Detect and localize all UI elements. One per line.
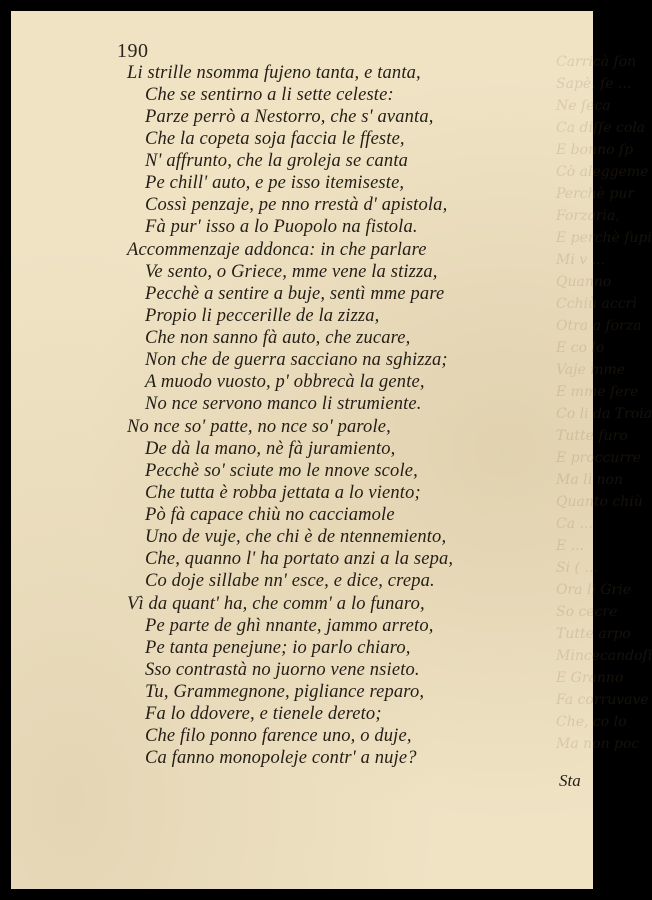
verse-line-6: Pe chill' auto, e pe isso itemiseste,: [145, 173, 405, 193]
verse-line-27: Pe tanta penejune; io parlo chiaro,: [145, 638, 411, 658]
verse-line-26: Pe parte de ghì nnante, jammo arreto,: [145, 616, 434, 636]
verse-line-15: A muodo vuosto, p' obbrecà la gente,: [145, 372, 425, 392]
verse-line-8: Fà pur' isso a lo Puopolo na fistola.: [145, 217, 418, 237]
verse-line-17: No nce so' patte, no nce so' parole,: [127, 417, 391, 437]
verse-line-20: Che tutta è robba jettata a lo viento;: [145, 483, 421, 503]
verse-line-5: N' affrunto, che la groleja se canta: [145, 151, 409, 171]
verse-line-9: Accommenzaje addonca: in che parlare: [127, 240, 427, 260]
verse-line-29: Tu, Grammegnone, pigliance reparo,: [145, 682, 425, 702]
poem-text: [11, 11, 593, 889]
verse-line-14: Non che de guerra sacciano na sghizza;: [145, 350, 448, 370]
verse-line-31: Che filo ponno farence uno, o duje,: [145, 726, 412, 746]
verse-line-30: Fa lo ddovere, e tienele dereto;: [145, 704, 382, 724]
verse-line-11: Pecchè a sentire a buje, sentì mme pare: [145, 284, 445, 304]
verse-line-22: Uno de vuje, che chi è de ntennemiento,: [145, 527, 447, 547]
verse-line-4: Che la copeta soja faccia le ffeste,: [145, 129, 405, 149]
verse-line-3: Parze perrò a Nestorro, che s' avanta,: [145, 107, 434, 127]
verse-line-16: No nce servono manco li strumiente.: [145, 394, 422, 414]
book-page: [11, 11, 652, 889]
verse-line-7: Cossì penzaje, pe nno rrestà d' apistola,: [145, 195, 448, 215]
verse-line-18: De dà la mano, nè fà juramiento,: [145, 439, 396, 459]
verse-line-32: Ca fanno monopoleje contr' a nuje?: [145, 748, 417, 768]
verse-line-28: Sso contrastà no juorno vene nsieto.: [145, 660, 420, 680]
verse-line-13: Che non sanno fà auto, che zucare,: [145, 328, 411, 348]
verse-line-23: Che, quanno l' ha portato anzi a la sepa,: [145, 549, 454, 569]
catchword: Sta: [559, 771, 581, 790]
verse-line-10: Ve sento, o Griece, mme vene la stizza,: [145, 262, 438, 282]
verse-line-21: Pò fà capace chiù no cacciamole: [145, 505, 395, 525]
show-through-text: Carricà ſon Sapè, ſe ... Ne ſeca Ca diſſe cola E bonno ſp Cò aleggeme Perchè pur Forzaria, E perchè ſupi Mi v ... Quanno Cchiù accrì Otra a forza E co lo Vaje mme E mme ſere Co li da Troia Tutte furo E proccurre Ma lì non Quanto chiù Ca ... E ... Si ( ... Ora li Grie So cecre Tutte arpo Mincecandoſi E Granno Fa corruvave Che, co lo Ma non poc: [556, 54, 652, 752]
verse-line-25: Vì da quant' ha, che comm' a lo funaro,: [127, 594, 425, 614]
verse-line-1: Li strille nsomma fujeno tanta, e tanta,: [127, 63, 421, 83]
verse-line-24: Co doje sillabe nn' esce, e dice, crepa.: [145, 571, 435, 591]
page-number: 190: [117, 40, 149, 62]
verse-line-19: Pecchè so' sciute mo le nnove scole,: [145, 461, 418, 481]
verse-line-2: Che se sentirno a li sette celeste:: [145, 85, 394, 105]
verse-line-12: Propio li peccerille de la zizza,: [145, 306, 380, 326]
